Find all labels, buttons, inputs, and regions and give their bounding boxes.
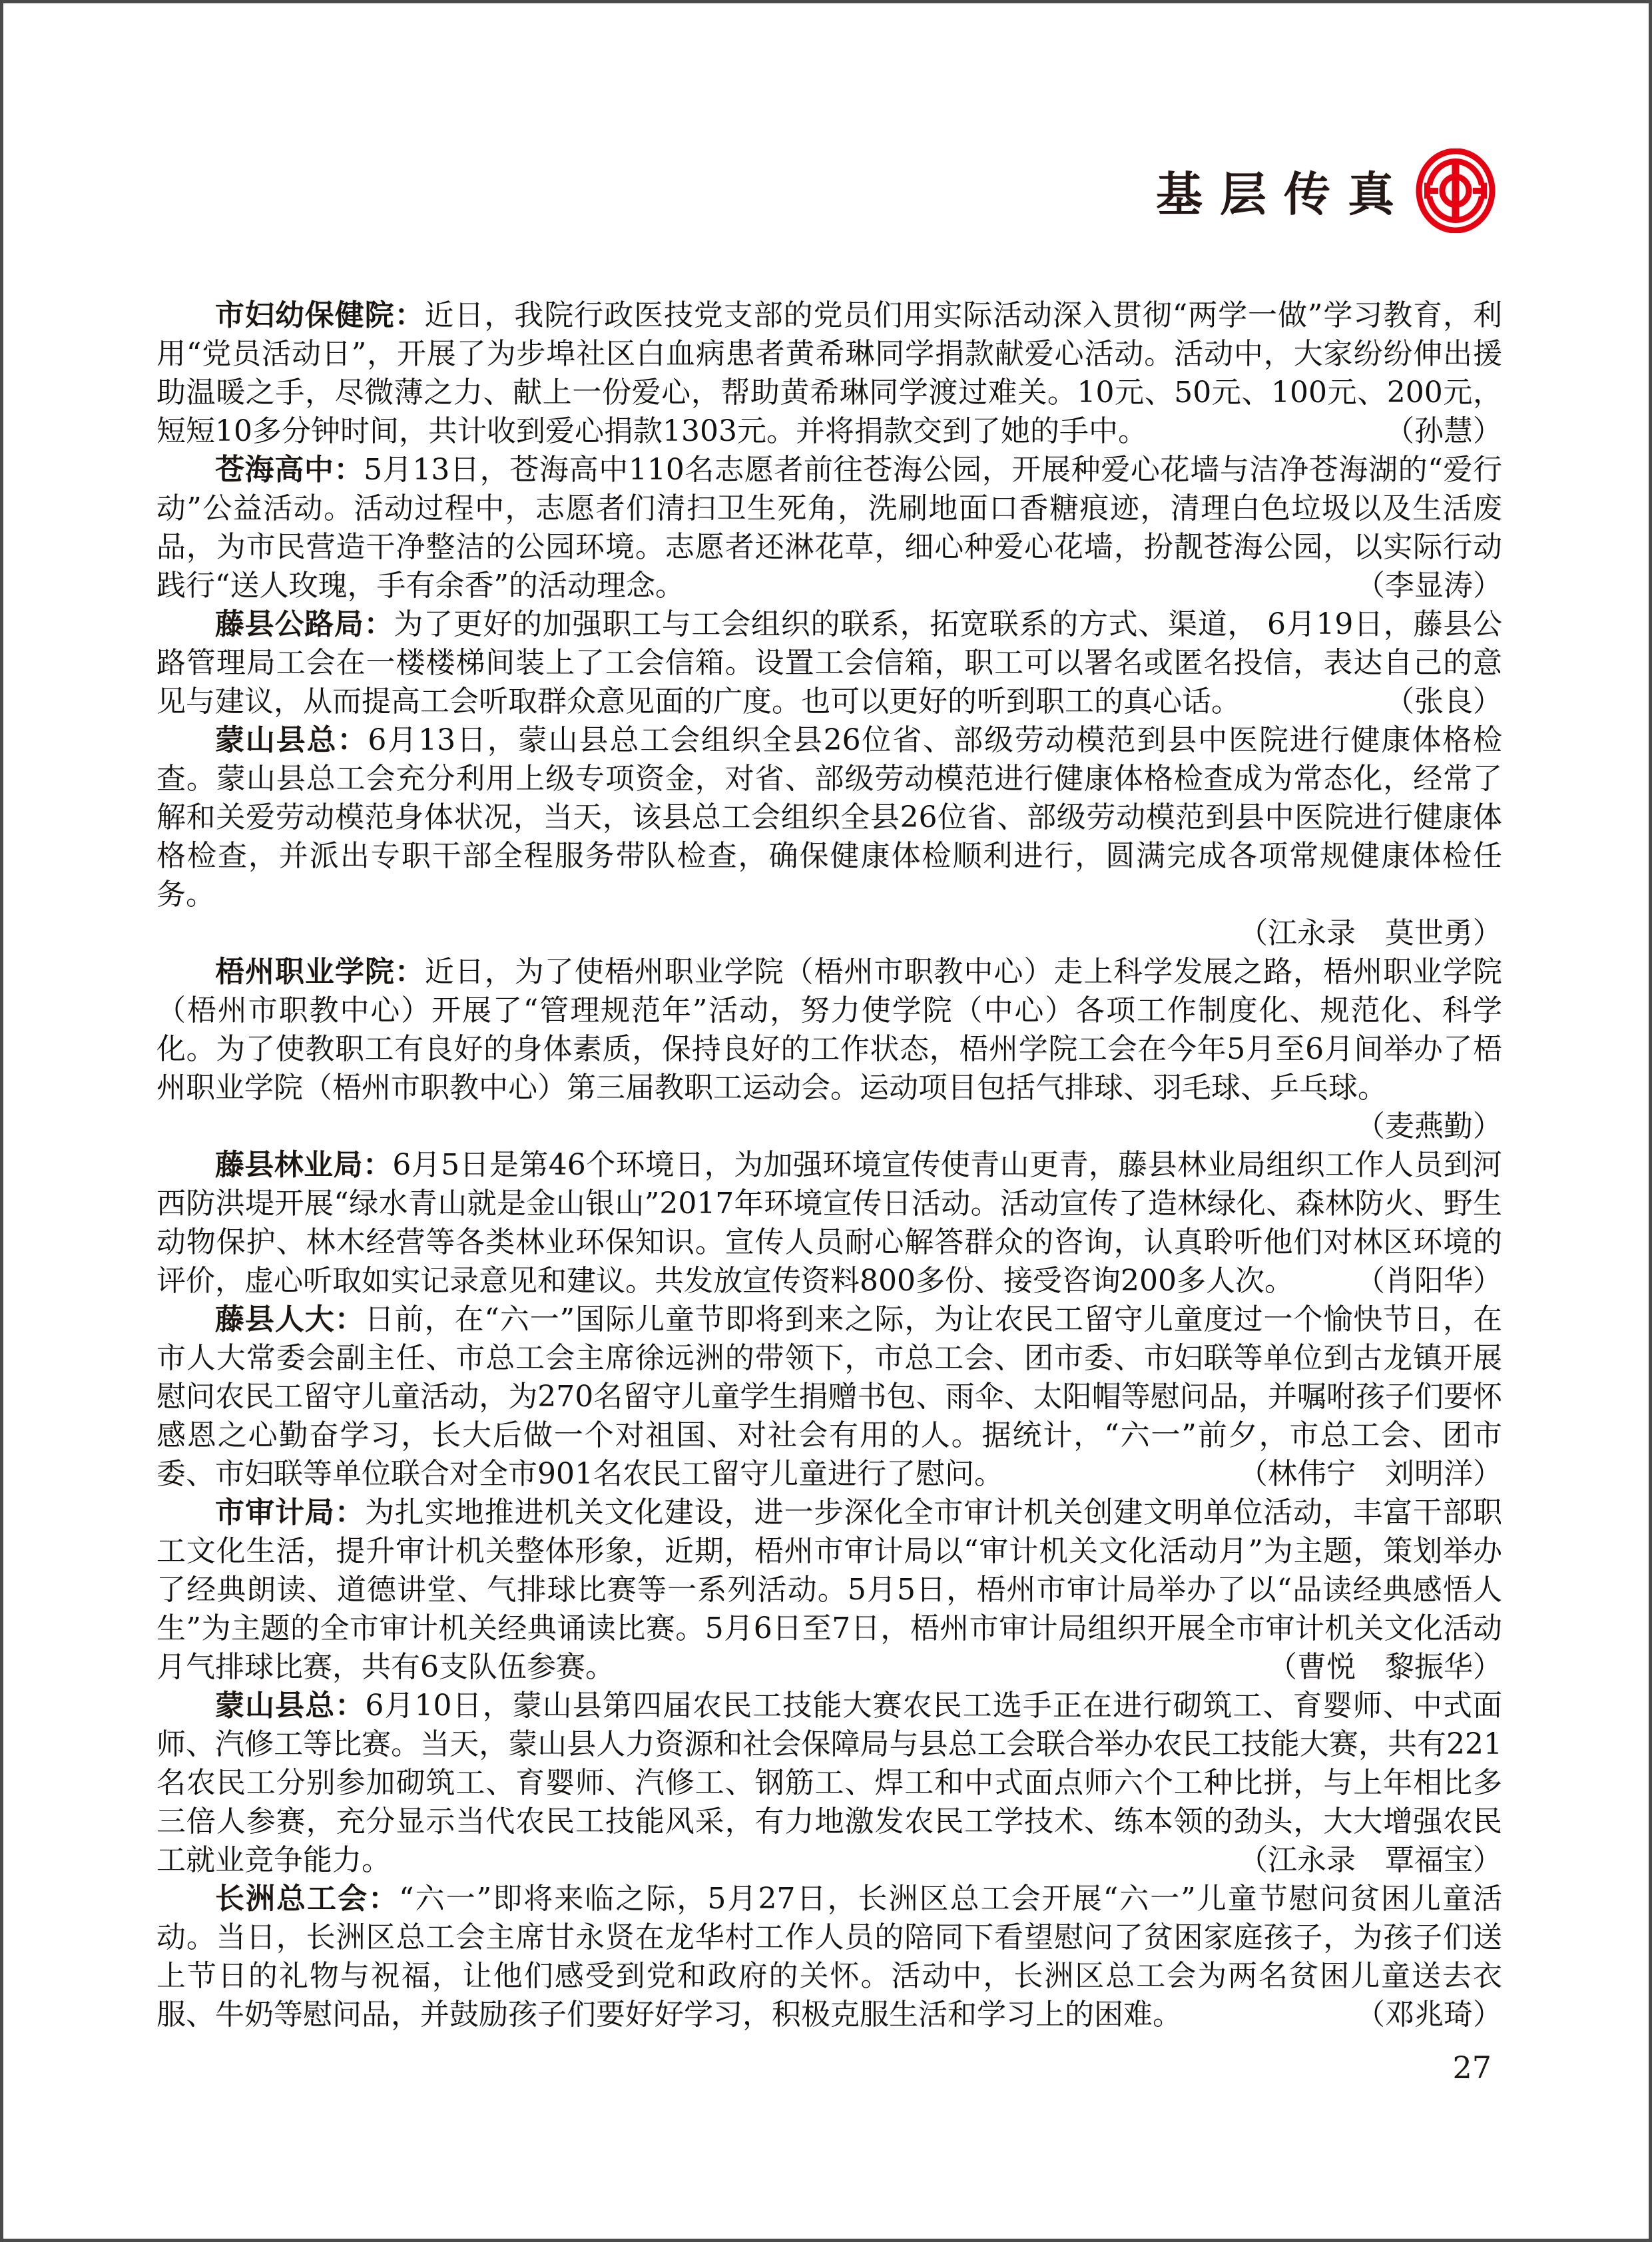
article-org: 蒙山县总： (215, 1689, 366, 1723)
article-org: 苍海高中： (215, 453, 364, 487)
article (156, 605, 1502, 721)
article (156, 296, 1502, 451)
article-org: 市审计局： (215, 1496, 365, 1530)
article-body: 为了更好的加强职工与工会组织的联系，拓宽联系的方式、渠道， 6月19日，藤县公路管理局工会在一楼楼梯间装上了工会信箱。设置工会信箱，职工可以署名或匿名投信，表达自己的意见与建议，从而提高工会听取群众意见面的广度。也可以更好的听到职工的真心话。 (156, 607, 1503, 718)
article (156, 1146, 1502, 1300)
article-body: 5月13日，苍海高中110名志愿者前往苍海公园，开展种爱心花墙与洁净苍海湖的“爱行动”公益活动。活动过程中，志愿者们清扫卫生死角，洗刷地面口香糖痕迹，清理白色垃圾以及生活废品，为市民营造干净整洁的公园环境。志愿者还淋花草，细心种爱心花墙，扮靓苍海公园，以实际行动践行“送人玫瑰，手有余香”的活动理念。 (156, 453, 1503, 603)
article-org: 藤县公路局： (215, 607, 394, 641)
article-org: 长洲总工会： (215, 1882, 400, 1916)
page-header-title: 基层传真 (1156, 166, 1412, 222)
article-author: （曹悦 黎振华） (1268, 1650, 1502, 1684)
acftu-union-emblem-icon (1416, 148, 1496, 233)
article-body: 6月13日，蒙山县总工会组织全县26位省、部级劳动模范到县中医院进行健康体格检查。蒙山县总工会充分利用上级专项资金，对省、部级劳动模范进行健康体格检查成为常态化，经常了解和关爱劳动模范身体状况，当天，该县总工会组织全县26位省、部级劳动模范到县中医院进行健康体格检查，并派出专职干部全程服务带队检查，确保健康体检顺利进行，圆满完成各项常规健康体检任务。 (156, 723, 1503, 912)
article (156, 721, 1502, 953)
article-body: 日前，在“六一”国际儿童节即将到来之际，为让农民工留守儿童度过一个愉快节日，在市人大常委会副主任、市总工会主席徐远洲的带领下，市总工会、团市委、市妇联等单位到古龙镇开展慰问农民工留守儿童活动，为270名留守儿童学生捐赠书包、雨伞、太阳帽等慰问品，并嘱咐孩子们要怀感恩之心勤奋学习，长大后做一个对祖国、对社会有用的人。据统计，“六一”前夕，市总工会、团市委、市妇联等单位联合对全市901名农民工留守儿童进行了慰问。 (156, 1302, 1502, 1491)
article-author: （张良） (1385, 685, 1502, 718)
article-body: 为扎实地推进机关文化建设，进一步深化全市审计机关创建文明单位活动，丰富干部职工文化生活，提升审计机关整体形象，近期，梧州市审计局以“审计机关文化活动月”为主题，策划举办了经典朗读、道德讲堂、气排球比赛等一系列活动。5月5日，梧州市审计局举办了以“品读经典感悟人生”为主题的全市审计机关经典诵读比赛。5月6日至7日，梧州市审计局组织开展全市审计机关文化活动月气排球比赛，共有6支队伍参赛。 (156, 1496, 1503, 1684)
article-author: （邓兆琦） (1356, 1998, 1502, 2032)
article-body: 近日，我院行政医技党支部的党员们用实际活动深入贯彻“两学一做”学习教育，利用“党员活动日”，开展了为步埠社区白血病患者黄希琳同学捐款献爱心活动。活动中，大家纷纷伸出援助温暖之手，尽微薄之力、献上一份爱心，帮助黄希琳同学渡过难关。10元、50元、100元、200元，短短10多分钟时间，共计收到爱心捐款1303元。并将捐款交到了她的手中。 (156, 298, 1502, 448)
article (156, 1880, 1502, 2034)
article-body: 近日，为了使梧州职业学院（梧州市职教中心）走上科学发展之路，梧州职业学院（梧州市职教中心）开展了“管理规范年”活动，努力使学院（中心）各项工作制度化、规范化、科学化。为了使教职工有良好的身体素质，保持良好的工作状态，梧州学院工会在今年5月至6月间举办了梧州职业学院（梧州市职教中心）第三届教职工运动会。运动项目包括气排球、羽毛球、乒乓球。 (156, 955, 1503, 1105)
article-author: （江永录 覃福宝） (1239, 1843, 1502, 1877)
article-body: 6月5日是第46个环境日，为加强环境宣传使青山更青，藤县林业局组织工作人员到河西防洪堤开展“绿水青山就是金山银山”2017年环境宣传日活动。活动宣传了造林绿化、森林防火、野生动物保护、林木经营等各类林业环保知识。宣传人员耐心解答群众的咨询，认真聆听他们对林区环境的评价，虚心听取如实记录意见和建议。共发放宣传资料800多份、接受咨询200多人次。 (156, 1148, 1502, 1298)
article-author: （孙慧） (1385, 414, 1502, 448)
article-body: “六一”即将来临之际，5月27日，长洲区总工会开展“六一”儿童节慰问贫困儿童活动。当日，长洲区总工会主席甘永贤在龙华村工作人员的陪同下看望慰问了贫困家庭孩子，为孩子们送上节日的礼物与祝福，让他们感受到党和政府的关怀。活动中，长洲区总工会为两名贫困儿童送去衣服、牛奶等慰问品，并鼓励孩子们要好好学习，积极克服生活和学习上的困难。 (156, 1882, 1502, 2032)
articles-section (156, 296, 1502, 2034)
article-author: （林伟宁 刘明洋） (1239, 1457, 1502, 1491)
article-author: （麦燕勤） (1356, 1109, 1502, 1143)
page-header (1156, 148, 1496, 233)
article-author: （李显涛） (1356, 569, 1502, 603)
article (156, 1300, 1502, 1494)
article-org: 藤县人大： (215, 1302, 365, 1336)
article (156, 1494, 1502, 1687)
article-author: （江永录 莫世勇） (1239, 916, 1502, 950)
article-org: 市妇幼保健院： (215, 298, 425, 332)
article-org: 梧州职业学院： (215, 955, 425, 989)
article-author: （肖阳华） (1356, 1264, 1502, 1298)
article (156, 953, 1502, 1146)
article-org: 蒙山县总： (215, 723, 368, 757)
article (156, 451, 1502, 605)
article-body: 6月10日，蒙山县第四届农民工技能大赛农民工选手正在进行砌筑工、育婴师、中式面师、汽修工等比赛。当天，蒙山县人力资源和社会保障局与县总工会联合举办农民工技能大赛，共有221名农民工分别参加砌筑工、育婴师、汽修工、钢筋工、焊工和中式面点师六个工种比拼，与上年相比多三倍人参赛，充分显示当代农民工技能风采，有力地激发农民工学技术、练本领的劲头，大大增强农民工就业竞争能力。 (156, 1689, 1502, 1877)
article-org: 藤县林业局： (215, 1148, 393, 1182)
page-number: 27 (1452, 2050, 1492, 2086)
article (156, 1687, 1502, 1880)
